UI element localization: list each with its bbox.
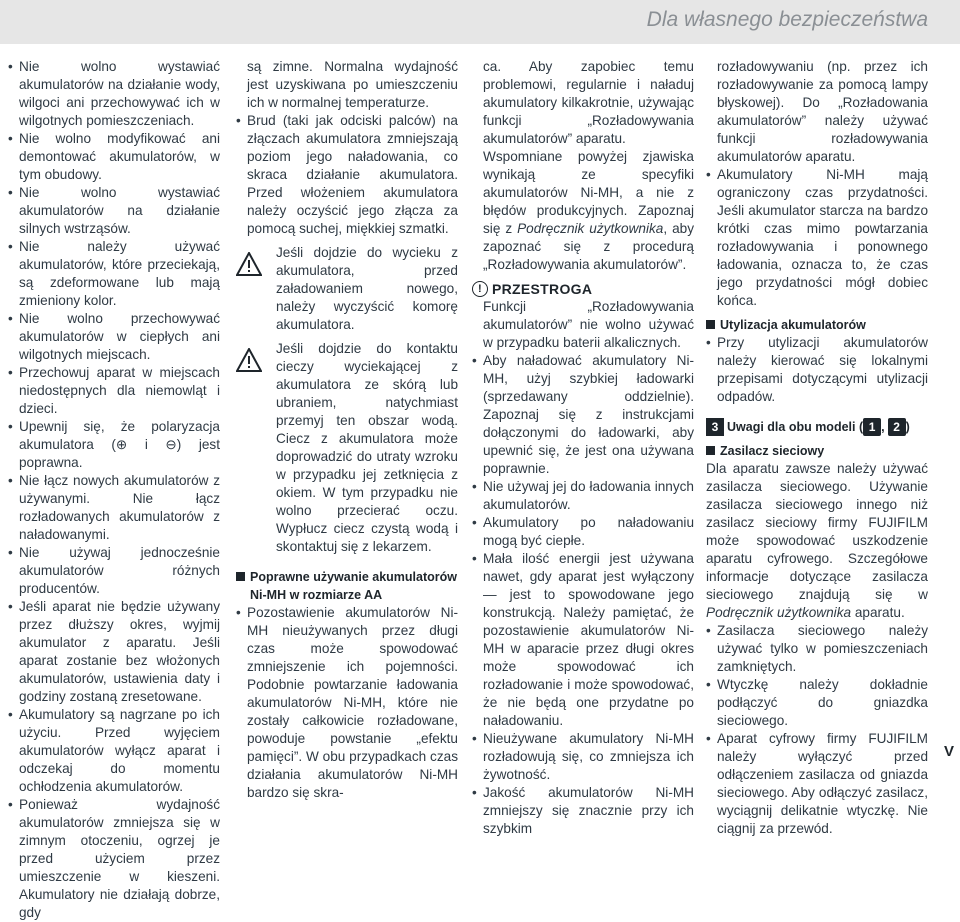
caution-title: PRZESTROGA [492,281,593,297]
manual-reference: Podręcznik użytkownika [517,221,664,236]
list-item: • Akumulatory Ni-MH mają ograniczony czas przydatności. Jeśli akumulator starcza na bardzo krótki czas mimo powtarzania rozładowywania i ponownego ładowania, oznacza to, że czas jego przydatności mógł dobiec końca. [706,166,928,310]
model-1-badge: 1 [863,418,881,436]
nimh-list [236,604,458,802]
list-item: • Nie używaj jej do ładowania innych akumulatorów. [472,478,694,514]
column-4 [706,58,928,838]
warning-text: Jeśli dojdzie do wycieku z akumulatora, przed załadowaniem nowego, należy wyczyścić komorę akumulatora. [276,245,458,332]
column-1 [8,58,220,922]
list-item: • Nie łącz nowych akumulatorów z używanymi. Nie łącz rozładowanych akumulatorów z naładowanymi. [8,472,220,544]
section-heading [706,316,928,334]
charging-list [472,352,694,838]
list-item: • Wtyczkę należy dokładnie podłączyć do gniazdka sieciowego. [706,676,928,730]
list-item: • Nie należy używać akumulatorów, które przeciekają, są zdeformowane lub mają zmieniony kolor. [8,238,220,310]
section-title: Utylizacja akumulatorów [720,318,866,332]
list-item: • Nieużywane akumulatory Ni-MH rozładowują się, co zmniejsza ich żywotność. [472,730,694,784]
models-close: ) [905,420,910,434]
continued-text: rozładowywaniu (np. przez ich rozładowywanie za pomocą lampy błyskowej). Do „Rozładowania akumulatorów” należy używać funkcji rozładowywania akumulatorów aparatu. [717,59,928,164]
header-title: Dla własnego bezpieczeństwa [646,8,928,31]
list-item: • Nie używaj jednocześnie akumulatorów różnych producentów. [8,544,220,598]
list-item: • Upewnij się, że polaryzacja akumulatora (⊕ i ⊖) jest poprawna. [8,418,220,472]
list-item: • Akumulatory po naładowaniu mogą być ciepłe. [472,514,694,550]
manual-reference: Podręcznik użytkownika [706,605,852,620]
page-header [0,0,960,44]
list-item: • Pozostawienie akumulatorów Ni-MH nieużywanych przez długi czas może spowodować zmniejszenie ich pojemności. Podobnie powtarzanie ładowania akumulatorów Ni-MH, które nie zostały całkowicie rozładowane, powoduje powstanie „efektu pamięci”. W obu przypadkach czas działania akumulatorów Ni-MH bardzo się skra- [236,604,458,802]
text: Dla aparatu zawsze należy używać zasilacza sieciowego. Używanie zasilacza sieciowego innego niż zasilacz sieciowy firmy FUJIFILM może spowodować uszkodzenie aparatu cyfrowego. Szczegółowe informacje dotyczące zasilacza sieciowego znajdują się w [706,461,928,602]
lifetime-list [706,166,928,310]
square-bullet-icon [236,572,245,581]
battery-warnings-list [8,58,220,922]
continued-text: są zimne. Normalna wydajność jest uzyskiwana po umieszczeniu ich w normalnej temperaturze. [247,59,458,110]
list-item: • Aby naładować akumulatory Ni-MH, użyj szybkiej ładowarki (sprzedawany oddzielnie). Zapoznaj się z instrukcjami dołączonymi do ładowarki, aby upewnić się, że jest ona używana poprawnie. [472,352,694,478]
section-number-badge: 3 [706,418,724,436]
column-3 [472,58,694,838]
list-item: • Jeśli aparat nie będzie używany przez dłuższy okres, wyjmij akumulator z aparatu. Jeśli aparat zostanie bez włożonych akumulatorów, ustawienia daty i godziny zostaną zresetowane. [8,598,220,706]
section-heading [706,442,928,460]
text: , aby zapoznać się z procedurą „Rozładowywania akumulatorów”. [483,221,694,272]
section-title: Zasilacz sieciowy [720,444,825,458]
list-item: • Nie wolno przechowywać akumulatorów w ciepłych ani wilgotnych miejscach. [8,310,220,364]
column-2 [236,58,458,802]
list-item: • Przy utylizacji akumulatorów należy kierować się lokalnymi przepisami dotyczącymi utylizacji odpadów. [706,334,928,406]
section-heading [236,568,458,604]
models-heading: 3 Uwagi dla obu modeli ( 1 , 2 ) [706,418,928,436]
caution-text: Funkcji „Rozładowywania akumulatorów” nie wolno używać w przypadku baterii alkalicznych. [483,299,694,350]
list-item: • Akumulatory są nagrzane po ich użyciu. Przed wyjęciem akumulatorów wyłącz aparat i odczekaj do momentu ochłodzenia akumulatorów. [8,706,220,796]
warning-text: Jeśli dojdzie do kontaktu cieczy wyciekającej z akumulatora ze skórą lub ubraniem, natychmiast przemyj ten obszar wodą. Ciecz z akumulatora może doprowadzić do utraty wzroku w przypadku jej zetknięcia z okiem. W tym przypadku nie wolno przecierać oczu. Wypłucz ciecz czystą wodą i skontaktuj się z lekarzem. [276,341,458,554]
adapter-list [706,622,928,838]
list-item: • Aparat cyfrowy firmy FUJIFILM należy wyłączyć przed odłączeniem zasilacza od gniazda sieciowego. Aby odłączyć zasilacz, wyciągnij delikatnie wtyczkę. Nie ciągnij za przewód. [706,730,928,838]
square-bullet-icon [706,446,715,455]
section-title: Ni-MH w rozmiarze AA [250,588,383,602]
continued-text [472,58,694,274]
list-item: • Jakość akumulatorów Ni-MH zmniejszy się znacznie przy ich szybkim [472,784,694,838]
list-item: • Przechowuj aparat w miejscach niedostępnych dla niemowląt i dzieci. [8,364,220,418]
disposal-list [706,334,928,406]
text: aparatu. [851,605,905,620]
list-item: • Nie wolno modyfikować ani demontować akumulatorów, w tym obudowy. [8,130,220,184]
warning-triangle-icon [236,348,262,372]
square-bullet-icon [706,320,715,329]
adapter-text [706,460,928,622]
caution-heading [472,280,694,298]
paragraph [483,148,694,274]
models-label: Uwagi dla obu modeli ( [727,420,864,434]
warning-block [236,340,458,556]
model-2-badge: 2 [888,418,906,436]
paragraph: ca. Aby zapobiec temu problemowi, regularnie i naładuj akumulatory kilkakrotnie, używając funkcji „Rozładowywania akumulatorów” aparatu. [483,59,694,146]
warning-block [236,244,458,334]
list-item: • Zasilacza sieciowego należy używać tylko w pomieszczeniach zamkniętych. [706,622,928,676]
exclamation-icon: ! [472,281,488,297]
list-item: • Ponieważ wydajność akumulatorów zmniejsza się w zimnym otoczeniu, ogrzej je przed użyciem przez umieszczenie w kieszeni. Akumulatory nie działają dobrze, gdy [8,796,220,922]
list-item: • Nie wolno wystawiać akumulatorów na działanie silnych wstrząsów. [8,184,220,238]
warning-triangle-icon [236,252,262,276]
language-marker: V [943,743,954,760]
list-item: • Brud (taki jak odciski palców) na złączach akumulatora zmniejszają poziom jego naładowania, co skraca działanie akumulatora. Przed włożeniem akumulatora należy oczyścić jego złącza za pomocą suchej, miękkiej szmatki. [236,112,458,238]
list-item: • Mała ilość energii jest używana nawet, gdy aparat jest wyłączony — jest to spowodowane jego konstrukcją. Należy pamiętać, że pozostawienie akumulatorów Ni-MH w aparacie przez długi okres może spowodować ich rozładowanie i może spowodować, że nie będą one przydatne po naładowaniu. [472,550,694,730]
section-title: Poprawne używanie akumulatorów [250,570,457,584]
dirt-list [236,112,458,238]
list-item: • Nie wolno wystawiać akumulatorów na działanie wody, wilgoci ani przechowywać ich w wilgotnych pomieszczeniach. [8,58,220,130]
text: Wspomniane powyżej zjawiska wynikają ze specyfiki akumulatorów Ni-MH, a nie z błędów produkcyjnych. Zapoznaj się z [483,149,694,236]
